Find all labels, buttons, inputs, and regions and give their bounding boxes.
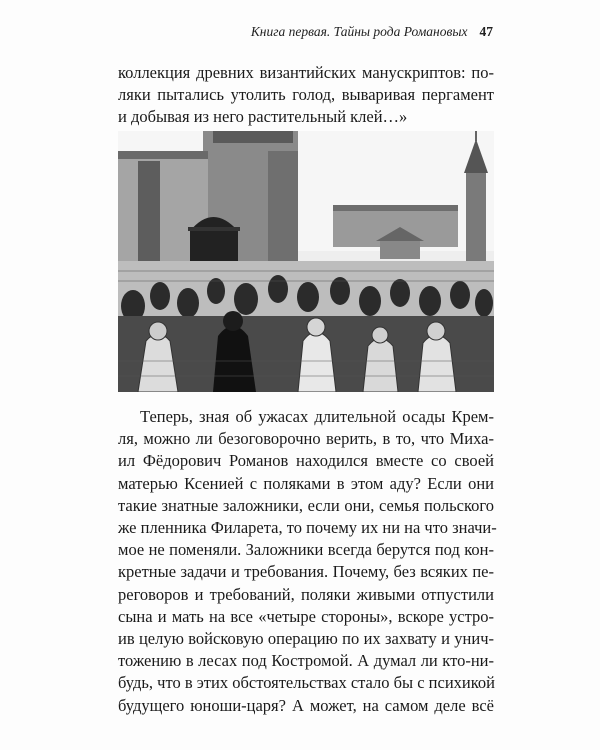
running-title: Книга первая. Тайны рода Романовых [250,24,468,39]
text-line: ляки пытались утолить голод, вываривая пергамент [118,85,494,105]
text-line: тожению в лесах под Костромой. А думал ли кто-ни- [118,651,494,671]
text-line: же пленника Филарета, то почему их ни на что значи- [118,518,497,538]
bottom-paragraph [118,406,497,717]
text-line: будь, что в этих обстоятельствах стало бы с психикой [118,673,496,693]
fortress-crowd-illustration [118,131,494,392]
text-line: ил Фёдорович Романов находился вместе со своей [118,451,494,471]
text-line: ив целую войсковую операцию по их захвату и унич- [118,629,494,649]
text-line: будущего юноши-царя? А может, на самом деле всё [118,695,494,715]
page-number: 47 [479,24,493,39]
text-line: и добывая из него растительный клей…» [118,107,408,127]
text-line: ля, можно ли безоговорочно верить, в то, что Миха- [118,429,494,449]
text-line: сына и мать на все «четыре стороны», вскоре устро- [118,606,494,626]
text-line: Теперь, зная об ужасах длительной осады Крем- [140,407,494,426]
text-line: реговоров и требований, поляки живыми отпустили [118,584,494,604]
text-line: мое не поменяли. Заложники всегда берутся под кон- [118,540,494,560]
text-line: коллекция древних византийских манускриптов: по- [118,63,494,82]
text-line: кретные задачи и требования. Почему, без всяких пе- [118,562,494,582]
running-header [118,24,493,40]
text-line: матерью Ксенией с поляками в этом аду? Если они [118,473,494,493]
text-line: такие знатные заложники, если они, семья польского [118,495,494,515]
top-paragraph [118,62,494,129]
